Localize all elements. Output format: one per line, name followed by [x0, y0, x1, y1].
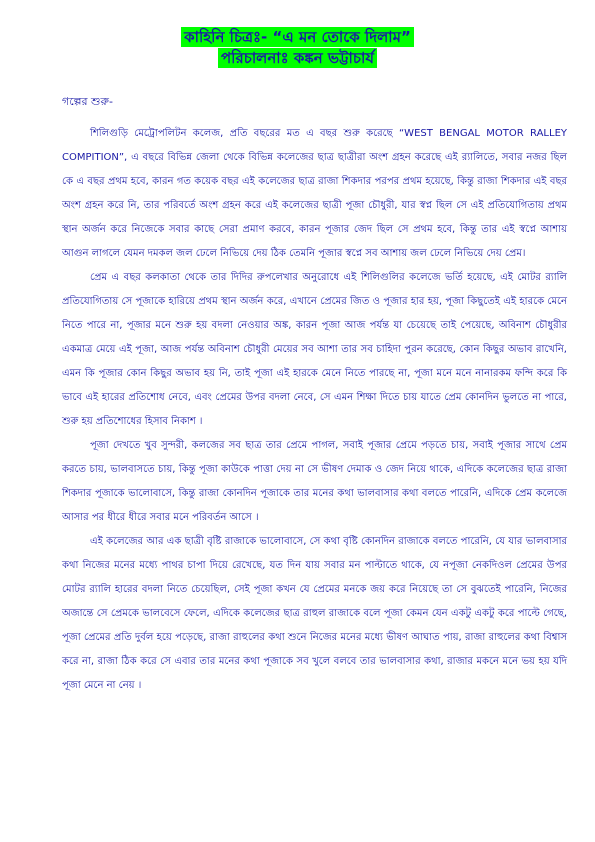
- story-title: কাহিনি চিত্রঃ- “এ মন তোকে দিলাম”: [181, 27, 414, 47]
- story-start-label: গল্পের শুরু-: [62, 95, 113, 108]
- title-block: [0, 27, 595, 68]
- paragraph-2: প্রেম এ বছর কলকাতা থেকে তার দিদির রুপলেখার অনুরোধে এই শিলিগুলির কলেজে ভর্তি হয়েছে, এই মোটর র‍্যালি প্রতিযোগিতায় সে পূজাকে হারিয়ে প্রথম স্থান অর্জন করে, এখানে প্রেমের জিত ও পূজার হার হয়, পূজা কিছুতেই এই হারকে মেনে নিতে পারে না, পূজার মনে শুরু হয় বদলা নেওয়ার অঙ্ক, কারন পূজা আজ পর্যন্ত যা চেয়েছে তাই পেয়েছে, অবিনাশ চৌধুরীর একমাত্র মেয়ে এই পূজা, আজ পর্যন্ত অবিনাশ চৌধুরী মেয়ের সব আশা তার সব চাহিদা পুরন করেছে, কোন কিছুর অভাব রাখেনি, এমন কি পূজার কোন কিছুর অভাব হয় নি, তাই পূজা এই হারকে মেনে নিতে পারছে না, পূজা মনে মনে নানারকম ফন্দি করে কি ভাবে এই হারের প্রতিশোধ নেবে, এবং প্রেমের উপর বদলা নেবে, সে এমন শিক্ষা দিতে চায় যাতে প্রেম কোনদিন ভুলতে না পারে, শুরু হয় প্রতিশোধের হিসাব নিকাশ ।: [62, 272, 567, 427]
- paragraph-3: পূজা দেখতে খুব সুন্দরী, কলজের সব ছাত্র তার প্রেমে পাগল, সবাই পূজার প্রেমে পড়তে চায়, সবাই পূজার সাথে প্রেম করতে চায়, ভালবাসতে চায়, কিন্তু পূজা কাউকে পাত্তা দেয় না সে ভীষণ দেমাক ও জেদ নিয়ে থাকে, এদিকে কলেজের ছাত্র রাজা শিকদার পূজাকে ভালোবাসে, কিন্তু রাজা কোনদিন পূজাকে তার মনের কথা ভালবাসার কথা বলতে পারেনি, এদিকে প্রেম কলেজে আসার পর ধীরে ধীরে সবার মনে পরিবর্তন আসে ।: [62, 440, 567, 523]
- paragraph-4: এই কলেজের আর এক ছাত্রী বৃষ্টি রাজাকে ভালোবাসে, সে কথা বৃষ্টি কোনদিন রাজাকে বলতে পারেনি, যে যার ভালবাসার কথা নিজের মনের মধ্যে পাথর চাপা দিয়ে রেখেছে, যত দিন যায় সবার মন পাল্টাতে থাকে, যে নপূজা নেকদিওল প্রেমের উপর মোটর র‍্যালি হারের বদলা নিতে চেয়েছিল, সেই পূজা কখন যে প্রেমের মনকে জয় করে নিয়েছে তা সে বুঝতেই পারেনি, নিজের অজান্তে সে প্রেমকে ভালবেসে ফেলে, এদিকে কলেজের ছাত্র রাহুল রাজাকে বলে পূজা কেমন যেন একটু একটু করে পাল্টে গেছে, পূজা প্রেমের প্রতি দুর্বল হয়ে পড়েছে, রাজা রাহুলের কথা শুনে নিজের মনের মধ্যে ভীষণ আঘাত পায়, রাজা রাহুলের কথা বিশ্বাস করে না, রাজা ঠিক করে সে এবার তার মনের কথা পূজাকে সব খুলে বলবে তার ভালবাসার কথা, রাজার মকনে মনে ভয় হয় যদি পূজা মেনে না নেয় ।: [62, 536, 567, 691]
- paragraph-1: শিলিগুড়ি মেট্রোপলিটন কলেজ, প্রতি বছরের মত এ বছর শুরু করেছে “WEST BENGAL MOTOR RALLEY COMPITION”, এ বছরে বিভিন্ন জেলা থেকে বিভিন্ন কলেজের ছাত্র ছাত্রীরা অংশ গ্রহন করেছে এই র‍্যালিতে, সবার নজর ছিল কে এ বছর প্রথম হবে, কারন গত কয়েক বছর এই কলেজের ছাত্র রাজা শিকদার পরপর প্রথম হয়েছে, কিন্তু রাজা শিকদার এই বছর অংশ গ্রহন করে নি, তার পরিবর্তে অংশ গ্রহন করে এই কলেজের ছাত্রী পূজা চৌধুরী, যার স্বপ্ন ছিল সে এই প্রতিযোগিতায় প্রথম স্থান অর্জন করে নিজেকে সবার কাছে সেরা প্রমাণ করবে, কারন পূজার জেদ ছিল সে প্রথম হবে, কিন্তু তার এই স্বপ্নে আশায় আগুন লাগলে যেমন দমকল জল ঢেলে নিভিয়ে দেয় ঠিক তেমনি পূজার স্বপ্নে সব আশায় জল ঢেলে নিভিয়ে দেয় প্রেম।: [62, 128, 567, 259]
- director-credit: পরিচালনাঃ কঙ্কন ভট্টাচার্য: [218, 48, 377, 68]
- story-body: [62, 122, 567, 698]
